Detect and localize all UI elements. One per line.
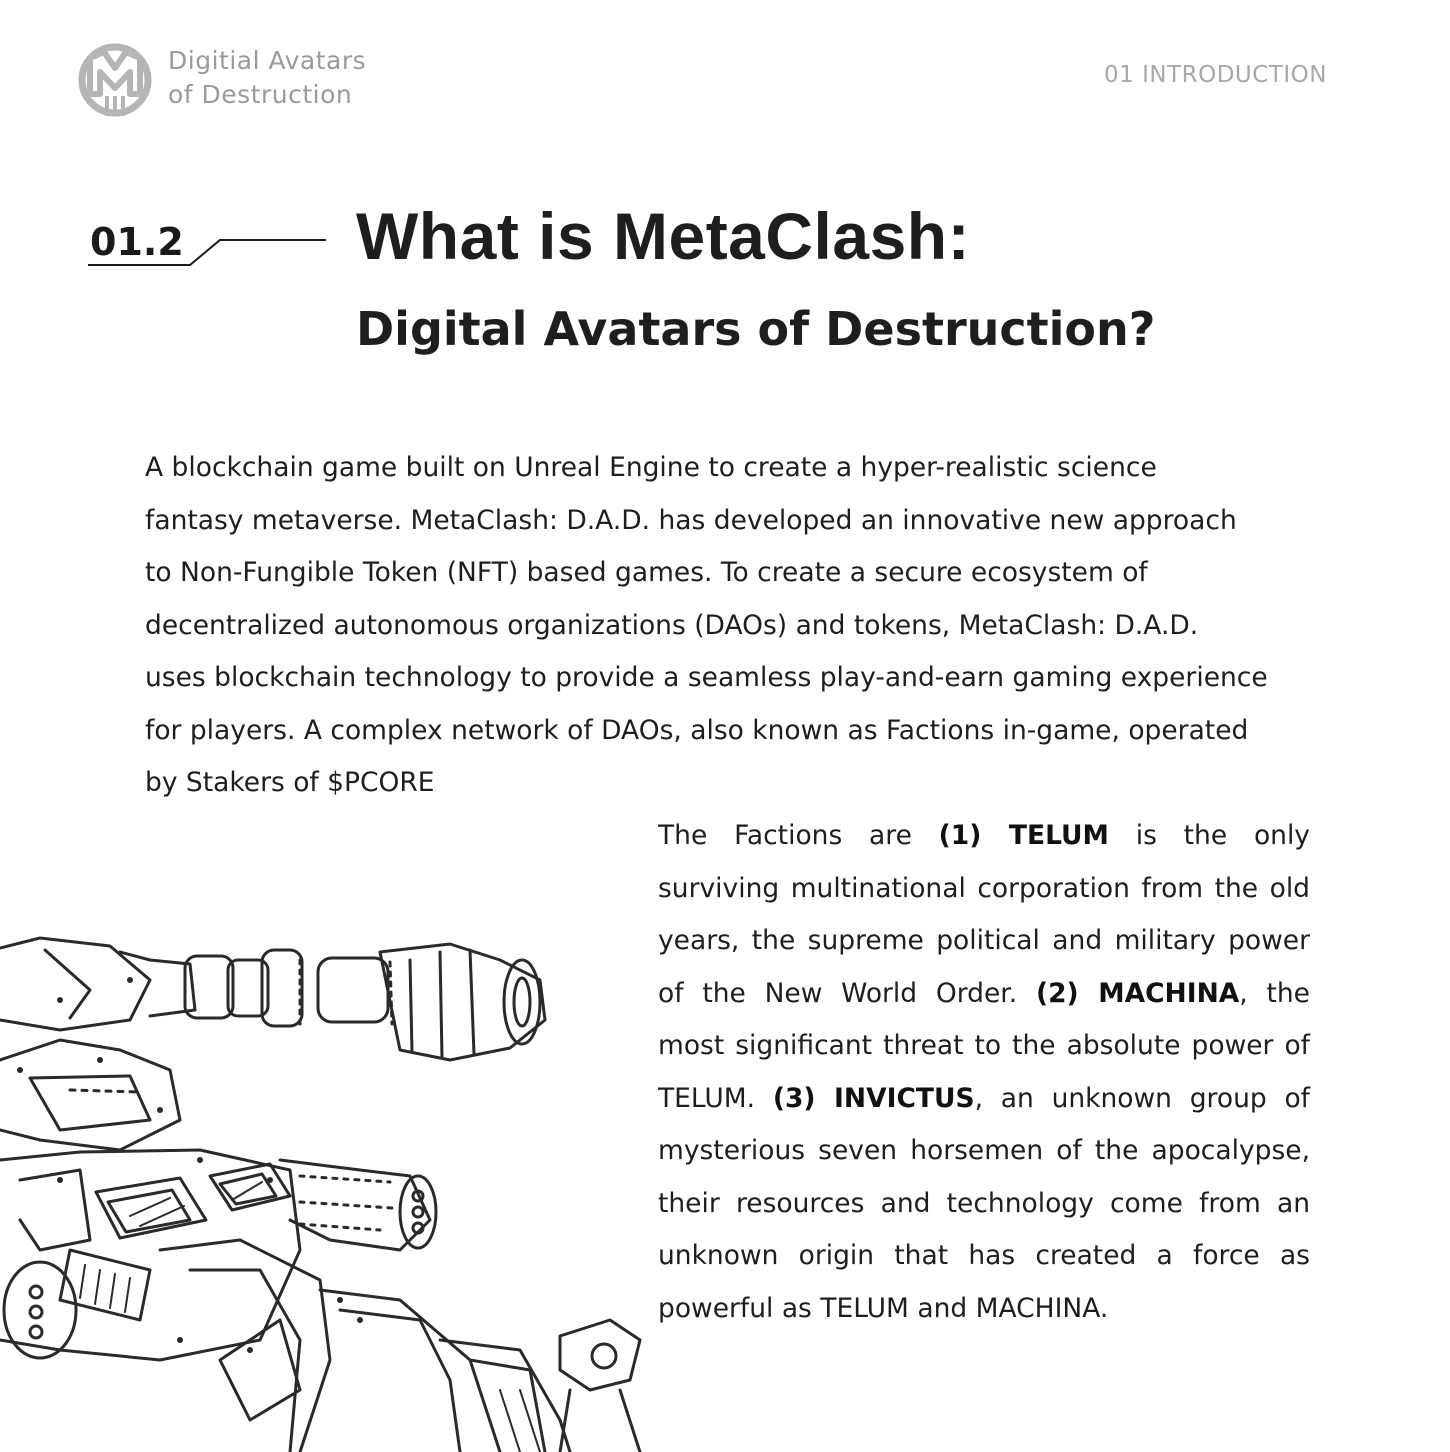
brand-line-1: Digitial Avatars	[168, 46, 367, 75]
intro-line: uses blockchain technology to provide a seamless play-and-earn gaming experience	[145, 662, 1268, 693]
mech-sketch-illustration	[0, 920, 680, 1452]
faction-invictus-label: (3) INVICTUS	[772, 1082, 975, 1114]
faction-telum-label: (1) TELUM	[938, 820, 1109, 851]
page-subtitle: Digital Avatars of Destruction?	[356, 302, 1156, 356]
intro-paragraph	[145, 442, 1335, 810]
faction-machina-label: (2) MACHINA	[1035, 977, 1240, 1009]
brand-name	[168, 44, 366, 112]
page-title: What is MetaClash:	[356, 199, 971, 273]
brand-line-2: of Destruction	[168, 80, 353, 109]
factions-text: , an unknown group of mysterious seven horsemen of the apocalypse, their resources and technology come from an unknown origin that has created a force as powerful as TELUM and MACHINA.	[658, 1082, 1311, 1324]
section-divider-line	[86, 234, 331, 270]
intro-line: to Non-Fungible Token (NFT) based games. To create a secure ecosystem of	[145, 557, 1148, 588]
intro-line: decentralized autonomous organizations (DAOs) and tokens, MetaClash: D.A.D.	[145, 609, 1199, 641]
factions-paragraph	[658, 810, 1310, 1335]
factions-text: The Factions are	[658, 820, 939, 851]
factions-text: is the only surviving multinational corporation from the old years, the supreme political and military power of the New World Order.	[658, 820, 1310, 1009]
intro-line: by Stakers of $PCORE	[145, 767, 435, 798]
metaclash-logo-icon	[74, 38, 156, 120]
section-tag: 01 INTRODUCTION	[1104, 62, 1327, 88]
factions-text: , the most significant threat to the absolute power of TELUM.	[658, 977, 1310, 1114]
intro-line: fantasy metaverse. MetaClash: D.A.D. has developed an innovative new approach	[145, 504, 1237, 536]
intro-line: A blockchain game built on Unreal Engine to create a hyper-realistic science	[145, 452, 1157, 483]
section-number: 01.2	[90, 220, 184, 264]
intro-line: for players. A complex network of DAOs, also known as Factions in-game, operated	[145, 714, 1249, 746]
